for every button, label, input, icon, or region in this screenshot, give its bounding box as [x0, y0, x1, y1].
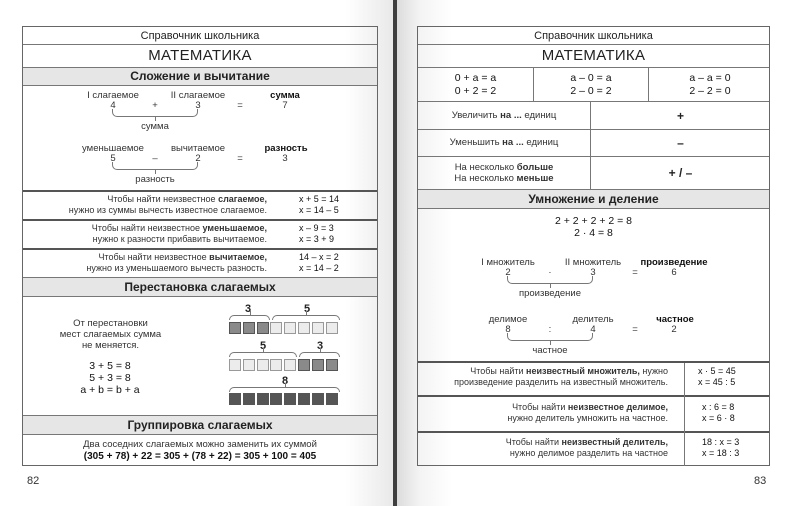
subtrahend-label: вычитаемое	[170, 143, 226, 154]
prop-self-sub: a – a = 0 2 – 2 = 0	[689, 72, 731, 97]
bar-cell	[326, 322, 338, 334]
equals-sign: =	[237, 100, 243, 111]
prop-zero-add: 0 + a = a 0 + 2 = 2	[454, 72, 497, 97]
factor-1: 2	[505, 267, 511, 278]
decrease-sign: –	[677, 136, 684, 150]
decrease-by: Уменьшить на ... единиц	[449, 137, 559, 148]
bar2-part1-value: 5	[259, 340, 267, 352]
rule-factor: Чтобы найти неизвестный множитель, нужно произведение разделить на известный множитель.	[454, 366, 668, 387]
divide-sign: :	[548, 324, 552, 335]
dividend: 8	[505, 324, 511, 335]
left-page	[0, 0, 393, 506]
permutation-examples: 3 + 5 = 8 5 + 3 = 8 a + b = b + a	[80, 360, 140, 396]
bar1-brace-a	[229, 315, 270, 320]
equals-sign: =	[632, 324, 638, 335]
formula-factor: x · 5 = 45 x = 45 : 5	[698, 366, 736, 387]
bar-cell	[298, 359, 310, 371]
bar-cell	[229, 359, 241, 371]
bar-cell	[312, 322, 324, 334]
prop-zero-sub: a – 0 = a 2 – 0 = 2	[570, 72, 612, 97]
bar-cell	[257, 393, 269, 405]
right-frame	[417, 26, 770, 466]
plus-sign: +	[152, 100, 158, 111]
formula-subtrahend: 14 – x = 2 x = 14 – 2	[299, 252, 339, 273]
bar-cell	[284, 322, 296, 334]
dividend-label: делимое	[488, 314, 528, 325]
bar1-brace-b	[272, 315, 340, 320]
formula-dividend: x : 6 = 8 x = 6 · 8	[702, 402, 735, 423]
book-header: Справочник школьника	[534, 30, 653, 42]
sum-brace	[112, 109, 198, 117]
rule-divisor: Чтобы найти неизвестный делитель, нужно делимое разделить на частное	[505, 437, 668, 458]
difference-brace-label: разность	[135, 174, 175, 185]
rule-subtrahend: Чтобы найти неизвестное вычитаемое, нужно из уменьшаемого вычесть разность.	[86, 252, 267, 273]
factor-1-label: I множитель	[481, 257, 535, 268]
divisor: 4	[590, 324, 596, 335]
bar-cell	[298, 322, 310, 334]
sum-brace-label: сумма	[141, 121, 169, 132]
grouping-text: Два соседних слагаемых можно заменить их суммой	[83, 439, 317, 450]
formula-addend: x + 5 = 14 x = 14 – 5	[299, 194, 340, 215]
product-value: 6	[671, 267, 677, 278]
bar-cell	[243, 322, 255, 334]
bar3-value: 8	[281, 375, 289, 387]
rule-minuend: Чтобы найти неизвестное уменьшаемое, нужно к разности прибавить вычитаемое.	[91, 223, 267, 244]
more-less-by: На несколько больше На несколько меньше	[454, 162, 554, 184]
page-title: МАТЕМАТИКА	[541, 47, 646, 64]
sum-value: 7	[282, 100, 288, 111]
bar-cell	[326, 393, 338, 405]
product-brace	[507, 276, 593, 284]
page-title: МАТЕМАТИКА	[148, 47, 252, 64]
multiply-sign: ·	[548, 267, 552, 278]
bar-cell	[284, 359, 296, 371]
addend-1: 4	[110, 100, 116, 111]
right-page	[397, 0, 790, 506]
plus-minus-sign: + / –	[668, 166, 693, 180]
sum-label: сумма	[270, 90, 300, 101]
product-brace-label: произведение	[518, 288, 582, 299]
difference-label: разность	[264, 143, 308, 154]
bar3-brace	[229, 387, 340, 392]
bar-cell	[270, 359, 282, 371]
difference-brace	[112, 162, 198, 170]
quotient-label: частное	[656, 314, 694, 325]
bar-cell	[326, 359, 338, 371]
bar-cell	[270, 322, 282, 334]
multiplication-example: 2 + 2 + 2 + 2 = 8 2 · 4 = 8	[554, 215, 633, 239]
addend-2-label: II слагаемое	[170, 90, 226, 101]
quotient-brace-label: частное	[532, 345, 568, 356]
bar2-part2-value: 3	[316, 340, 324, 352]
difference-value: 3	[282, 153, 288, 164]
factor-2-label: II множитель	[564, 257, 622, 268]
page-number-left: 82	[27, 475, 40, 487]
bar1-part1-value: 3	[244, 303, 252, 315]
page-number-right: 83	[754, 475, 767, 487]
bar-cell	[312, 393, 324, 405]
equals-sign: =	[237, 153, 243, 164]
bar-cell	[229, 393, 241, 405]
factor-2: 3	[590, 267, 596, 278]
quotient-value: 2	[671, 324, 677, 335]
bar-cell	[312, 359, 324, 371]
bar1-part2-value: 5	[303, 303, 311, 315]
increase-by: Увеличить на ... единиц	[451, 110, 557, 121]
bar-cell	[298, 393, 310, 405]
left-frame	[22, 26, 378, 466]
quotient-brace	[507, 333, 593, 341]
permutation-text: От перестановки мест слагаемых сумма не меняется.	[59, 318, 162, 351]
bar-cell	[243, 359, 255, 371]
minuend-label: уменьшаемое	[82, 143, 144, 154]
rule-addend: Чтобы найти неизвестное слагаемое, нужно из суммы вычесть известное слагаемое.	[68, 194, 267, 215]
formula-divisor: 18 : x = 3 x = 18 : 3	[702, 437, 740, 458]
section-grouping: Группировка слагаемых	[23, 416, 377, 434]
section-multiplication-division: Умножение и деление	[418, 190, 769, 208]
addend-2: 3	[195, 100, 201, 111]
subtrahend: 2	[195, 153, 201, 164]
addend-1-label: I слагаемое	[87, 90, 139, 101]
bar-cell	[257, 322, 269, 334]
formula-minuend: x – 9 = 3 x = 3 + 9	[299, 223, 335, 244]
minus-sign: –	[152, 153, 158, 164]
bar2-brace-a	[229, 352, 297, 357]
section-addition-subtraction: Сложение и вычитание	[23, 68, 377, 85]
bar-cell	[284, 393, 296, 405]
bar-cell	[257, 359, 269, 371]
bar-cell	[243, 393, 255, 405]
grouping-formula: (305 + 78) + 22 = 305 + (78 + 22) = 305 + 100 = 405	[83, 451, 317, 462]
equals-sign: =	[632, 267, 638, 278]
divisor-label: делитель	[572, 314, 614, 325]
bar2-brace-b	[299, 352, 340, 357]
rule-dividend: Чтобы найти неизвестное делимое, нужно делитель умножить на частное.	[507, 402, 668, 423]
product-label: произведение	[640, 257, 708, 268]
book-header: Справочник школьника	[140, 30, 260, 42]
minuend: 5	[110, 153, 116, 164]
increase-sign: +	[676, 109, 684, 123]
bar-cell	[229, 322, 241, 334]
bar-cell	[270, 393, 282, 405]
section-permutation: Перестановка слагаемых	[23, 278, 377, 296]
